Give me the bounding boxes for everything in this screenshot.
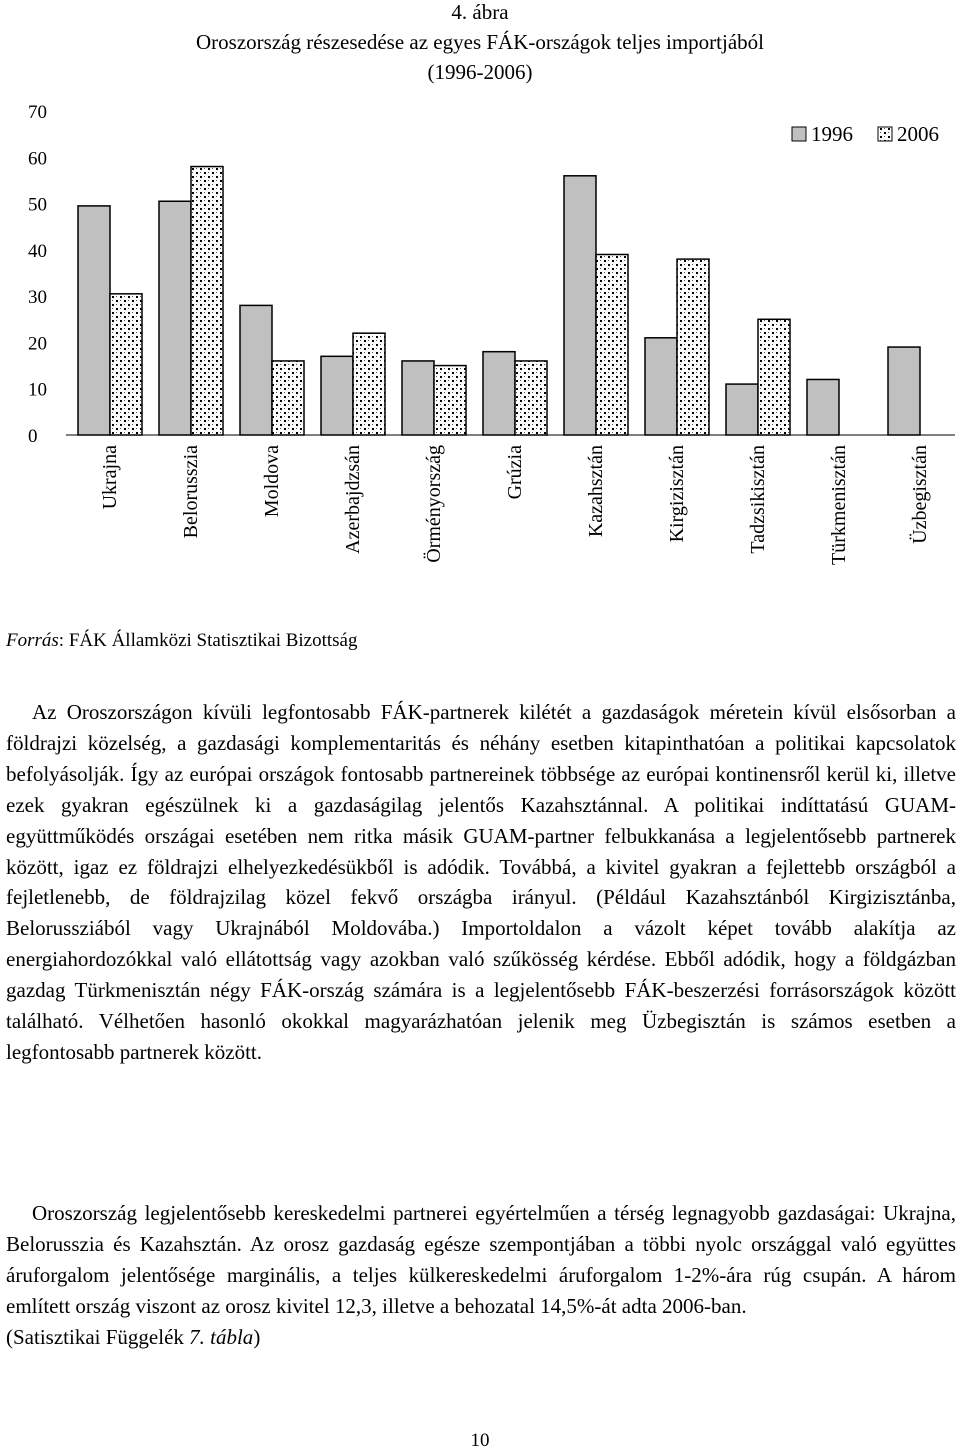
x-tick-label: Türkmenisztán [828, 445, 850, 565]
bar-1996 [564, 176, 596, 435]
legend [792, 122, 939, 146]
bar-2006 [191, 167, 223, 435]
y-tick-label: 60 [28, 148, 47, 170]
legend-label-1996: 1996 [811, 122, 853, 146]
x-tick-label: Üzbegisztán [909, 445, 931, 544]
bar-2006 [758, 319, 790, 435]
y-tick-label: 30 [28, 287, 47, 309]
x-tick-label: Örményország [423, 445, 445, 563]
bar-2006 [434, 366, 466, 435]
body-paragraph-2 [6, 1198, 956, 1353]
legend-swatch-2006 [878, 127, 892, 141]
bar-1996 [483, 352, 515, 435]
y-axis [28, 102, 47, 447]
bars [78, 167, 920, 435]
bar-2006 [515, 361, 547, 435]
y-tick-label: 20 [28, 333, 47, 355]
reference-table: 7. tábla [189, 1324, 254, 1349]
x-tick-label: Ukrajna [99, 445, 121, 510]
y-tick-label: 70 [28, 102, 47, 123]
reference-suffix: ) [253, 1324, 261, 1349]
y-tick-label: 0 [28, 426, 38, 447]
bar-2006 [677, 259, 709, 435]
figure-source [6, 630, 358, 652]
bar-1996 [321, 356, 353, 435]
bar-1996 [888, 347, 920, 435]
bar-chart [0, 0, 960, 625]
x-tick-label: Kirgizisztán [666, 445, 688, 543]
source-label: Forrás [6, 630, 59, 651]
x-tick-label: Kazahsztán [585, 445, 607, 538]
x-tick-label: Tadzsikisztán [747, 445, 769, 554]
figure-number: 4. ábra [451, 0, 509, 24]
x-axis-labels [99, 445, 931, 565]
bar-1996 [78, 206, 110, 435]
bar-2006 [272, 361, 304, 435]
x-tick-label: Grúzia [504, 445, 526, 500]
bar-1996 [645, 338, 677, 435]
legend-swatch-1996 [792, 127, 806, 141]
paragraph-text [6, 1198, 956, 1353]
reference-prefix: (Satisztikai Függelék [6, 1324, 190, 1349]
table-reference [6, 1325, 260, 1349]
figure-subtitle: (1996-2006) [427, 60, 533, 84]
y-tick-label: 50 [28, 194, 47, 216]
y-tick-label: 40 [28, 240, 47, 262]
bar-1996 [402, 361, 434, 435]
x-tick-label: Belorusszia [180, 445, 202, 539]
bar-1996 [726, 384, 758, 435]
page-number: 10 [470, 1430, 490, 1451]
figure-title: Oroszország részesedése az egyes FÁK-országok teljes importjából [196, 30, 764, 54]
x-tick-label: Moldova [261, 445, 283, 518]
bar-2006 [353, 333, 385, 435]
bar-1996 [159, 201, 191, 435]
body-paragraph-1 [6, 697, 956, 1068]
bar-2006 [596, 254, 628, 435]
bar-1996 [807, 379, 839, 435]
source-text: : FÁK Államközi Statisztikai Bizottság [58, 630, 358, 651]
legend-label-2006: 2006 [897, 122, 939, 146]
y-tick-label: 10 [28, 379, 47, 401]
bar-2006 [110, 294, 142, 435]
bar-1996 [240, 305, 272, 435]
paragraph-text: Az Oroszországon kívüli legfontosabb FÁK-partnerek kilétét a gazdaságok méretein kívül elsősorban a földrajzi közelség, a gazdasági komplementaritás és néhány esetben kitapinthatóan a politikai kapcsolatok befolyásolják. Így az európai országok fontosabb partnereinek többsége az európai kontinensről kerül ki, illetve ezek gyakran egészülnek ki a gazdaságilag jelentős Kazahsztánnal. A politikai indíttatású GUAM-együttműködés országai esetében nem ritka másik GUAM-partner felbukkanása a legjelentősebb partnerek között, igaz ez földrajzi elhelyezkedésükből is adódik. Továbbá, a kivitel gyakran a fejlettebb országból a fejletlenebb, de földrajzilag közel fekvő országba irányul. (Például Kazahsztánból Kirgizisztánba, Belorussziából vagy Ukrajnából Moldovába.) Importoldalon a vázolt képet tovább alakítja az energiahordozókkal való ellátottság vagy azokban való szűkösség kérdése. Ebből adódik, hogy a földgázban gazdag Türkmenisztán négy FÁK-ország számára is a legjelentősebb FÁK-beszerzési forrásországok között található. Vélhetően hasonló okokkal magyarázhatóan jelenik meg Üzbegisztán is számos esetben a legfontosabb partnerek között. [6, 700, 956, 1064]
x-tick-label: Azerbajdzsán [342, 445, 364, 554]
paragraph-body: Oroszország legjelentősebb kereskedelmi partnerei egyértelműen a térség legnagyobb gazdaságai: Ukrajna, Belorussziа és Kazahsztán. Az orosz gazdaság egésze szempontjában a többi nyolc országgal való együttes áruforgalom jelentősége marginális, a teljes külkereskedelmi áruforgalom 1-2%-ára rúg csupán. A három említett ország viszont az orosz kivitel 12,3, illetve a behozatal 14,5%-át adta 2006-ban. [6, 1201, 956, 1318]
